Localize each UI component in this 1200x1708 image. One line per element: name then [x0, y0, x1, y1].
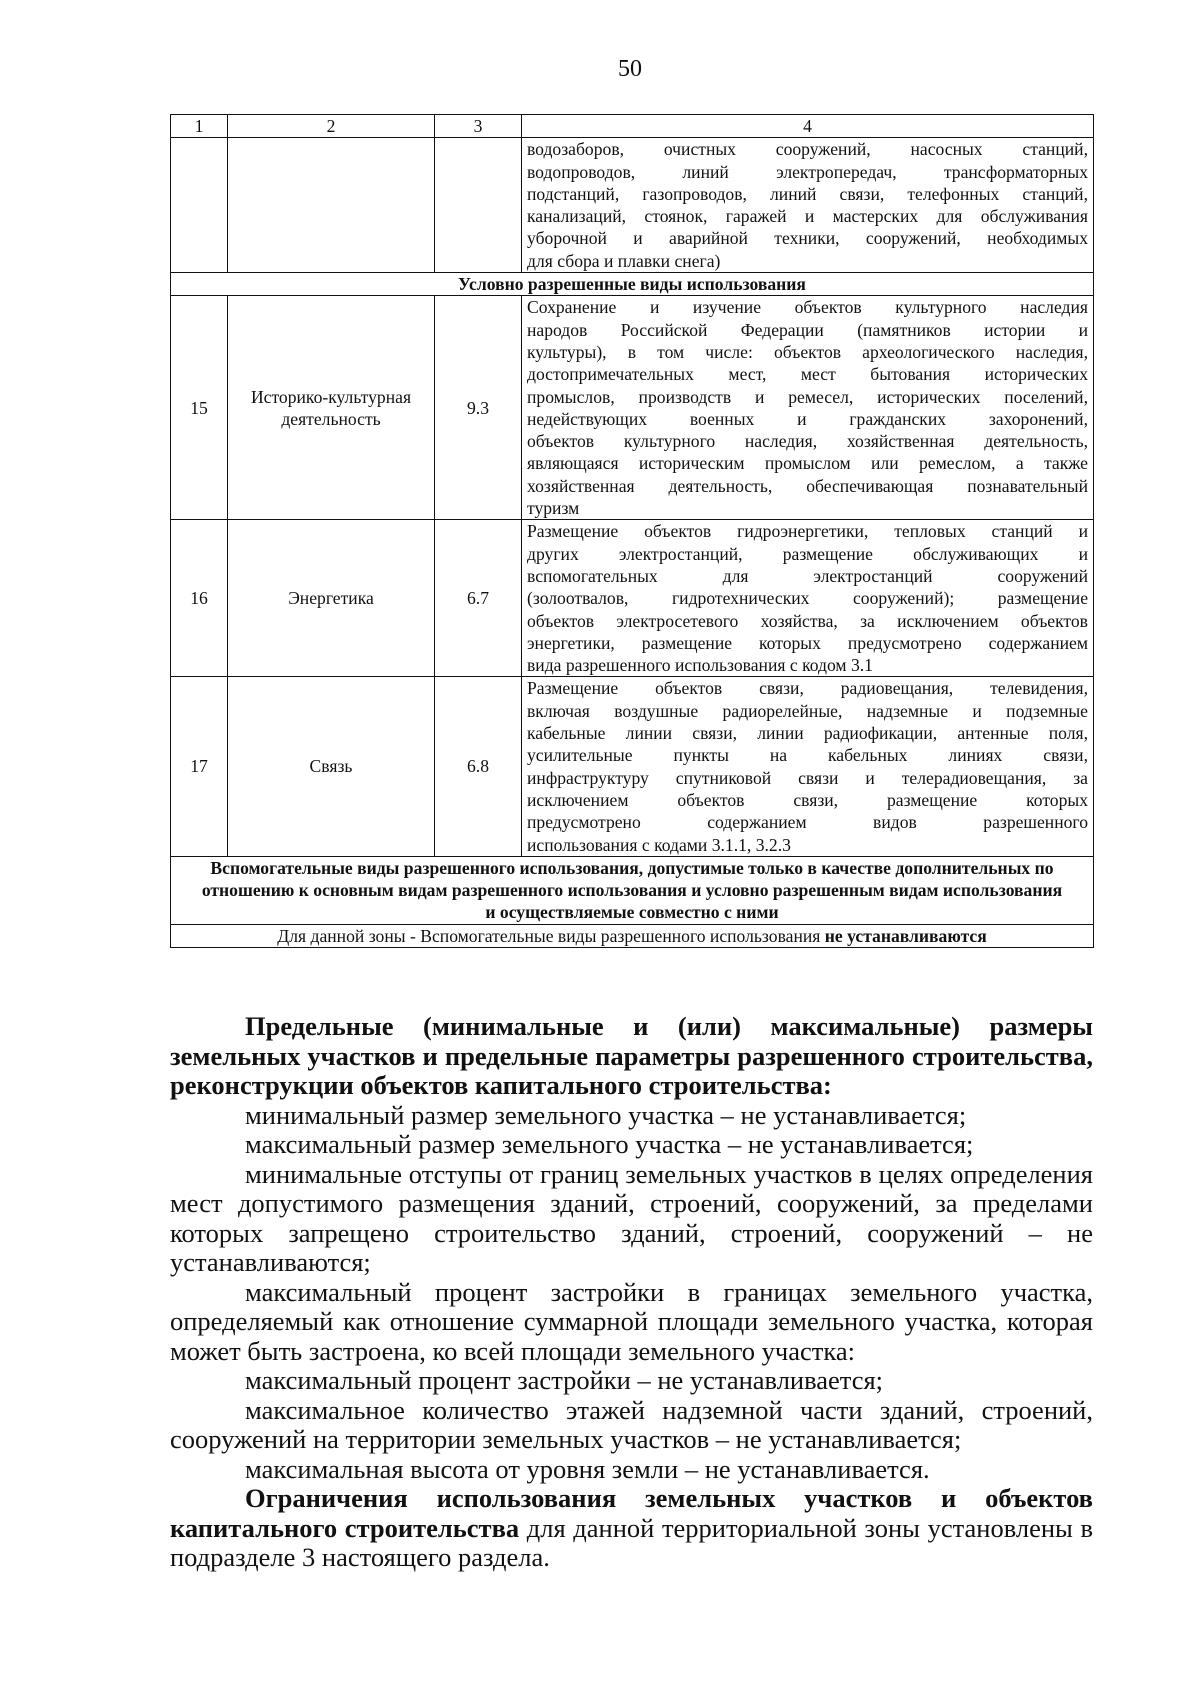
description-line: предусмотрено содержанием видов разрешенного: [527, 812, 1088, 833]
description-line: водопроводов, линий электропередач, трансформаторных: [527, 161, 1088, 182]
body-paragraph: минимальный размер земельного участка – не устанавливается;: [245, 1099, 967, 1130]
description-line: подстанций, газопроводов, линий связи, телефонных станций,: [527, 183, 1088, 204]
section-auxiliary-title: Вспомогательные виды разрешенного использования, допустимые только в качестве дополнительных по отношению к основным видам разрешенного использования и условно разрешенным видам использования и осуществляемые совместно с ними: [171, 856, 1094, 924]
row-code: 6.8: [435, 677, 522, 856]
description-line: вида разрешенного использования с кодом 3.1: [527, 655, 873, 676]
description-line: промыслов, производств и ремесел, исторических поселений,: [527, 386, 1088, 407]
section-row: [171, 273, 1094, 296]
restrictions-paragraph: [170, 1484, 1093, 1573]
row-code: 6.7: [435, 520, 522, 677]
row-number: 15: [171, 296, 228, 520]
description-line: исключением объектов связи, размещение которых: [527, 789, 1088, 810]
description-line: объектов культурного наследия, хозяйственная деятельность,: [527, 431, 1088, 452]
description-line: недействующих военных и гражданских захоронений,: [527, 408, 1088, 429]
table-row: [171, 296, 1094, 520]
description-line: канализаций, стоянок, гаражей и мастерских для обслуживания: [527, 206, 1088, 227]
row-description: [522, 138, 1094, 273]
table-row: [171, 138, 1094, 273]
description-line: достопримечательных мест, мест бытования исторических: [527, 364, 1088, 385]
section-conditional-title: Условно разрешенные виды использования: [171, 273, 1094, 296]
body-paragraph: максимальная высота от уровня земли – не устанавливается.: [245, 1453, 930, 1484]
description-line: народов Российской Федерации (памятников истории и: [527, 319, 1088, 340]
row-name: [228, 138, 435, 273]
description-line: кабельные линии связи, линии радиофикации, антенные поля,: [527, 723, 1088, 744]
body-paragraph: минимальные отступы от границ земельных участков в целях определения мест допустимого размещения зданий, строений, сооружений, за пределами которых запрещено строительство зданий, строений, сооружений – не устанавливаются;: [170, 1158, 1093, 1277]
column-header: 1: [171, 115, 228, 138]
zone-note-bold: не устанавливаются: [824, 925, 987, 946]
row-number: 17: [171, 677, 228, 856]
table-header-row: [171, 115, 1094, 138]
land-use-table: [170, 114, 1094, 948]
row-name: Энергетика: [228, 520, 435, 677]
body-paragraph: максимальный процент застройки в границах земельного участка, определяемый как отношение суммарной площади земельного участка, которая может быть застроена, ко всей площади земельного участка:: [170, 1276, 1093, 1366]
zone-note-text: Для данной зоны - Вспомогательные виды разрешенного использования: [277, 925, 825, 946]
table-row: [171, 520, 1094, 677]
description-line: энергетики, размещение которых предусмотрено содержанием: [527, 632, 1088, 653]
description-line: объектов электросетевого хозяйства, за исключением объектов: [527, 610, 1088, 631]
description-line: Сохранение и изучение объектов культурного наследия: [527, 297, 1088, 318]
column-header: 3: [435, 115, 522, 138]
row-name: Историко-культурная деятельность: [228, 296, 435, 520]
note-row: [171, 924, 1094, 947]
description-line: Размещение объектов связи, радиовещания, телевидения,: [527, 678, 1088, 699]
description-line: усилительные пункты на кабельных линиях связи,: [527, 745, 1088, 766]
description-line: туризм: [527, 498, 580, 519]
row-description: [522, 677, 1094, 856]
row-number: 16: [171, 520, 228, 677]
row-code: [435, 138, 522, 273]
column-header: 4: [522, 115, 1094, 138]
description-line: инфраструктуру спутниковой связи и телерадиовещания, за: [527, 767, 1088, 788]
description-line: хозяйственная деятельность, обеспечивающая познавательный: [527, 475, 1088, 496]
body-paragraph: максимальный размер земельного участка – не устанавливается;: [245, 1129, 974, 1159]
description-line: для сбора и плавки снега): [527, 250, 721, 271]
body-paragraph: максимальное количество этажей надземной части зданий, строений, сооружений на территории земельных участков – не устанавливается;: [170, 1394, 1093, 1454]
description-line: использования с кодами 3.1.1, 3.2.3: [527, 834, 791, 855]
restrictions-text: для данной территориальной зоны установлены в подразделе 3 настоящего раздела.: [170, 1512, 1093, 1572]
page-number: 50: [618, 56, 642, 82]
restrictions-bold: Ограничения использования земельных участков и объектов капитального строительства: [170, 1483, 1093, 1543]
table-row: [171, 677, 1094, 856]
description-line: других электростанций, размещение обслуживающих и: [527, 543, 1088, 564]
description-line: являющаяся историческим промыслом или ремеслом, а также: [527, 453, 1088, 474]
limits-heading: Предельные (минимальные и (или) максимальные) размеры земельных участков и предельные параметры разрешенного строительства, реконструкции объектов капитального строительства:: [170, 1011, 1093, 1100]
description-line: уборочной и аварийной техники, сооружений, необходимых: [527, 228, 1088, 249]
body-paragraph: максимальный процент застройки – не устанавливается;: [245, 1365, 884, 1395]
description-line: водозаборов, очистных сооружений, насосных станций,: [527, 139, 1088, 160]
zone-note: [171, 924, 1094, 947]
row-description: [522, 296, 1094, 520]
description-line: включая воздушные радиорелейные, надземные и подземные: [527, 700, 1088, 721]
row-code: 9.3: [435, 296, 522, 520]
limits-section: [170, 1012, 1093, 1573]
description-line: вспомогательных для электростанций сооружений: [527, 565, 1088, 586]
description-line: культуры), в том числе: объектов археологического наследия,: [527, 341, 1088, 362]
description-line: Размещение объектов гидроэнергетики, тепловых станций и: [527, 521, 1088, 542]
description-line: (золоотвалов, гидротехнических сооружений); размещение: [527, 588, 1088, 609]
row-number: [171, 138, 228, 273]
row-description: [522, 520, 1094, 677]
column-header: 2: [228, 115, 435, 138]
row-name: Связь: [228, 677, 435, 856]
section-row: [171, 856, 1094, 924]
